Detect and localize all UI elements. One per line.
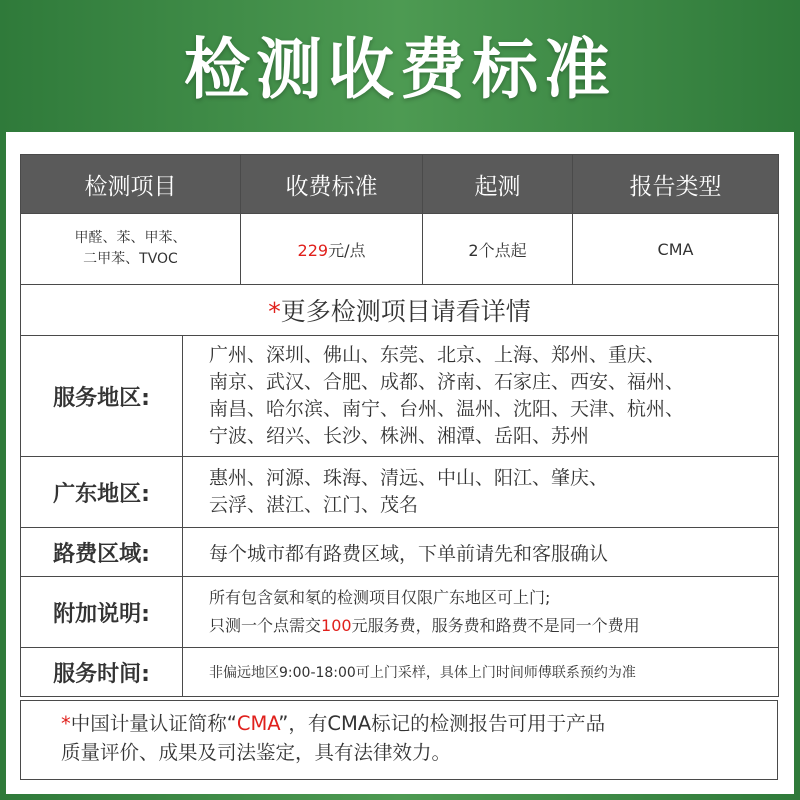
service-fee-amount: 100	[321, 616, 352, 635]
header-start: 起测	[423, 155, 573, 214]
service-area-line: 宁波、绍兴、长沙、株洲、湘潭、岳阳、苏州	[209, 425, 590, 447]
service-time-label: 服务时间:	[21, 648, 183, 697]
cma-note-cma: CMA	[236, 712, 279, 735]
service-area-line: 广州、深圳、佛山、东莞、北京、上海、郑州、重庆、	[209, 344, 666, 366]
pricing-card	[6, 132, 794, 794]
test-items-cell	[21, 214, 241, 285]
price-value: 229	[297, 240, 329, 260]
road-fee-text: 每个城市都有路费区域，下单前请先和客服确认	[183, 528, 779, 577]
additional-line2-pre: 只测一个点需交	[209, 616, 322, 635]
test-items-line: 甲醛、苯、甲苯、	[74, 230, 187, 246]
guangdong-line: 惠州、河源、珠海、清远、中山、阳江、肇庆、	[209, 467, 609, 489]
additional-line: 所有包含氨和氡的检测项目仅限广东地区可上门;	[209, 588, 551, 607]
cma-note-star: *	[61, 712, 71, 735]
test-items-line: 二甲苯、TVOC	[83, 251, 178, 267]
additional-content	[183, 577, 779, 648]
more-items-row	[21, 285, 779, 336]
service-time-text: 非偏远地区9:00-18:00可上门采样，具体上门时间师傅联系预约为准	[183, 648, 779, 697]
header-item: 检测项目	[21, 155, 241, 214]
additional-line2-post: 元服务费，服务费和路费不是同一个费用	[351, 616, 640, 635]
more-items-text: 更多检测项目请看详情	[280, 297, 531, 326]
page-title: 检测收费标准	[184, 31, 616, 108]
service-time-row	[21, 648, 779, 697]
price-unit: 元/点	[328, 240, 366, 260]
price-cell	[241, 214, 423, 285]
header-report: 报告类型	[573, 155, 779, 214]
start-cell: 2个点起	[423, 214, 573, 285]
report-type-cell: CMA	[573, 214, 779, 285]
guangdong-row	[21, 457, 779, 528]
road-fee-row	[21, 528, 779, 577]
additional-line	[209, 612, 778, 640]
cma-note-line: 质量评价、成果及司法鉴定，具有法律效力。	[61, 741, 452, 764]
service-area-line: 南昌、哈尔滨、南宁、台州、温州、沈阳、天津、杭州、	[209, 398, 685, 420]
cma-note-line	[61, 709, 777, 738]
road-fee-label: 路费区域:	[21, 528, 183, 577]
table-header-row	[21, 155, 779, 214]
header-price: 收费标准	[241, 155, 423, 214]
service-area-label: 服务地区:	[21, 336, 183, 457]
more-items-cell	[21, 285, 779, 336]
cma-note-pre: 中国计量认证简称“	[70, 712, 237, 735]
cma-note-post: ”，有CMA标记的检测报告可用于产品	[278, 712, 606, 735]
guangdong-line: 云浮、湛江、江门、茂名	[209, 494, 419, 516]
guangdong-label: 广东地区:	[21, 457, 183, 528]
pricing-table	[20, 154, 779, 697]
additional-row	[21, 577, 779, 648]
service-area-line: 南京、武汉、合肥、成都、济南、石家庄、西安、福州、	[209, 371, 685, 393]
additional-label: 附加说明:	[21, 577, 183, 648]
more-star: *	[268, 297, 281, 326]
service-area-row	[21, 336, 779, 457]
guangdong-content	[183, 457, 779, 528]
cma-note	[20, 700, 778, 780]
table-row	[21, 214, 779, 285]
service-area-content	[183, 336, 779, 457]
